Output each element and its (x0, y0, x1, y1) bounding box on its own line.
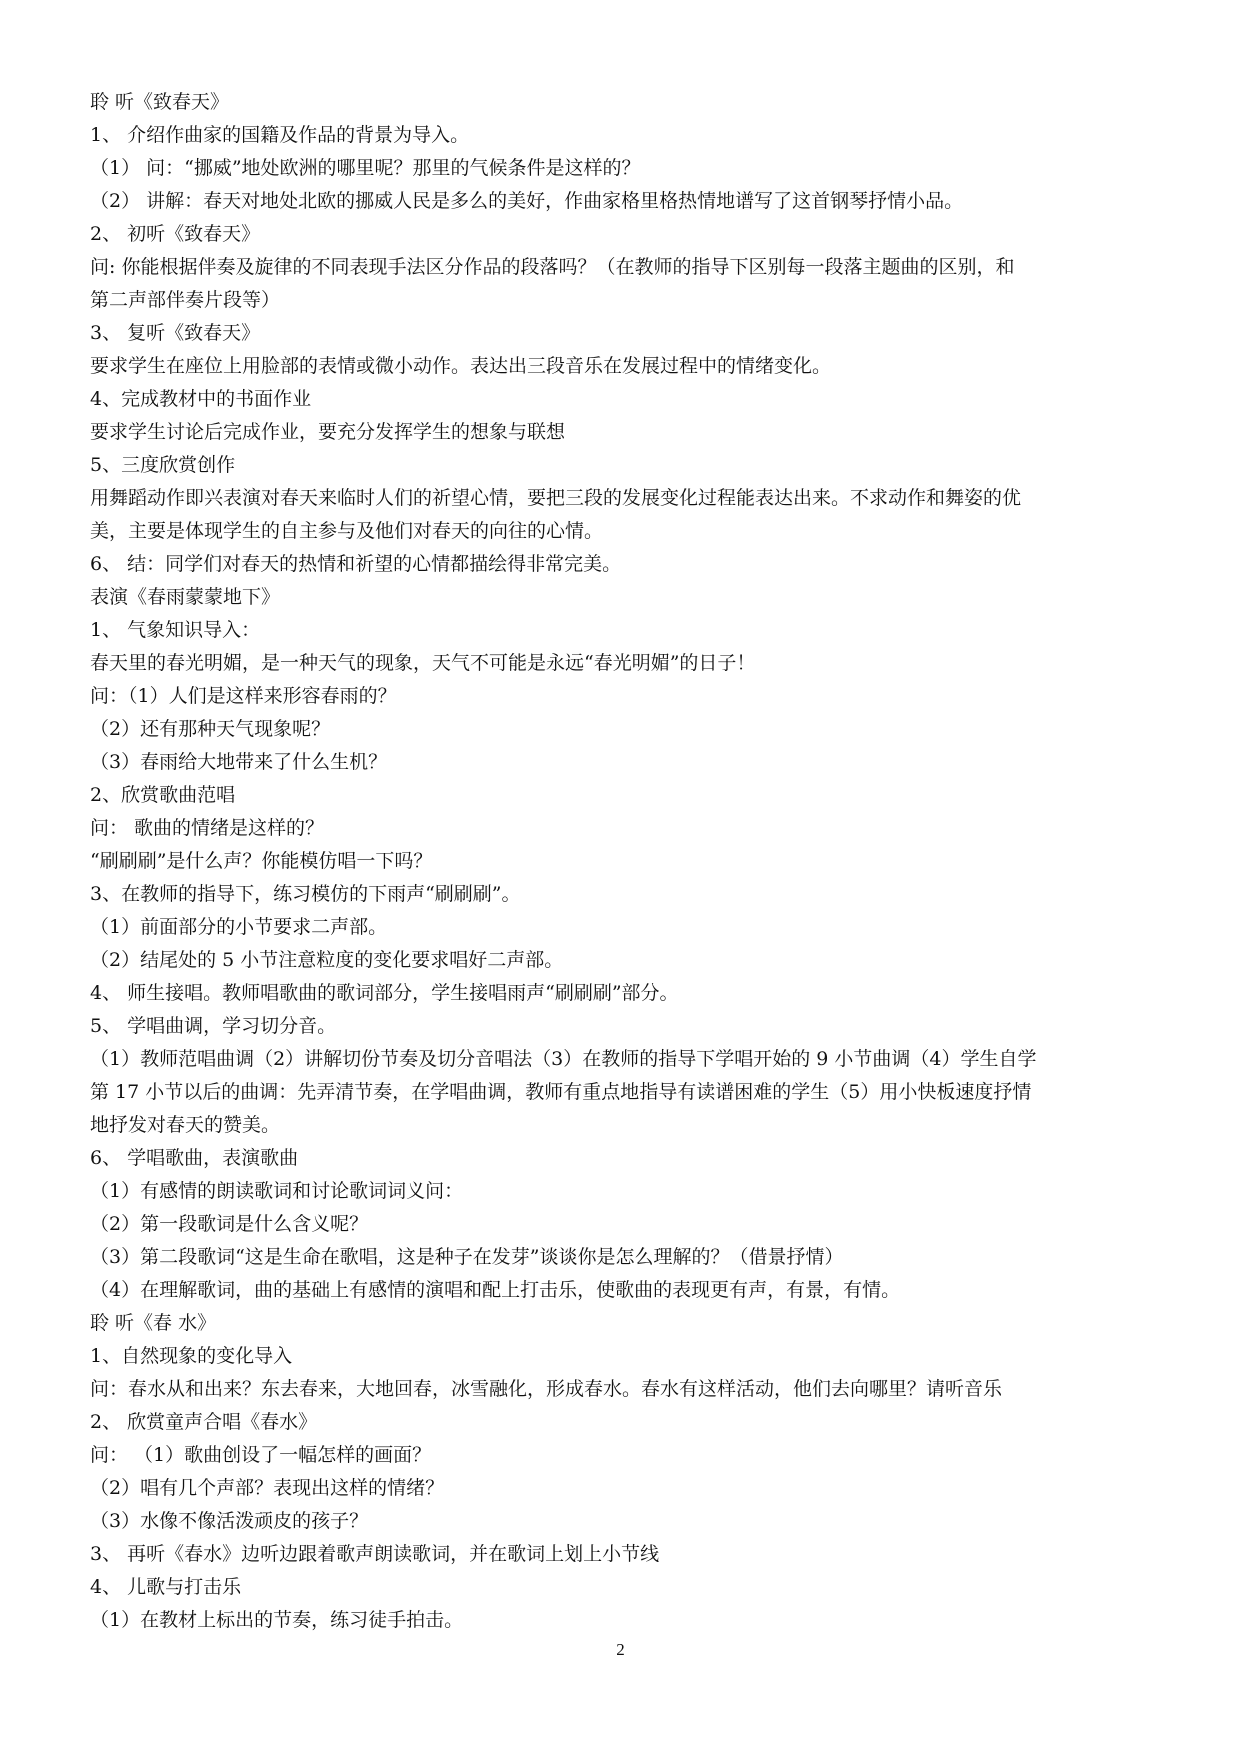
text-line: 2、 欣赏童声合唱《春水》 (90, 1411, 318, 1433)
text-line: （1）在教材上标出的节奏，练习徒手拍击。 (90, 1609, 464, 1631)
text-line: 表演《春雨蒙蒙地下》 (90, 586, 281, 608)
text-line: 要求学生在座位上用脸部的表情或微小动作。表达出三段音乐在发展过程中的情绪变化。 (90, 355, 832, 377)
text-line: 第二声部伴奏片段等） (90, 289, 281, 311)
text-line: 6、 学唱歌曲，表演歌曲 (90, 1147, 299, 1169)
text-line: （1）前面部分的小节要求二声部。 (90, 916, 388, 938)
text-line: 要求学生讨论后完成作业，要充分发挥学生的想象与联想 (90, 421, 566, 443)
text-line: 聆 听《致春天》 (90, 91, 230, 113)
text-line: （2）唱有几个声部？表现出这样的情绪？ (90, 1477, 445, 1499)
page-number: 2 (616, 1640, 625, 1659)
text-line: 1、 介绍作曲家的国籍及作品的背景为导入。 (90, 124, 470, 146)
text-line: 3、 复听《致春天》 (90, 322, 261, 344)
text-line: 5、 学唱曲调，学习切分音。 (90, 1015, 337, 1037)
document-body (90, 86, 1170, 1637)
text-line: 问: 你能根据伴奏及旋律的不同表现手法区分作品的段落吗？（在教师的指导下区别每一段落主题曲的区别，和 (90, 256, 1015, 278)
text-line: （1）教师范唱曲调（2）讲解切份节奏及切分音唱法（3）在教师的指导下学唱开始的 9 小节曲调（4）学生自学 (90, 1048, 1037, 1070)
text-line: （4）在理解歌词，曲的基础上有感情的演唱和配上打击乐，使歌曲的表现更有声，有景，有情。 (90, 1279, 901, 1301)
text-line: 第 17 小节以后的曲调：先弄清节奏，在学唱曲调，教师有重点地指导有读谱困难的学生（5）用小快板速度抒情 (90, 1081, 1032, 1103)
text-line: 问： 歌曲的情绪是这样的？ (90, 817, 325, 839)
text-line: （3）第二段歌词“这是生命在歌唱，这是种子在发芽”谈谈你是怎么理解的？（借景抒情） (90, 1246, 844, 1268)
text-line: （2）还有那种天气现象呢？ (90, 718, 331, 740)
text-line: （3）水像不像活泼顽皮的孩子？ (90, 1510, 369, 1532)
text-line: 4、 儿歌与打击乐 (90, 1576, 242, 1598)
text-line: 2、 初听《致春天》 (90, 223, 261, 245)
text-line: 问：（1）人们是这样来形容春雨的？ (90, 685, 397, 707)
text-line: 3、 再听《春水》边听边跟着歌声朗读歌词，并在歌词上划上小节线 (90, 1543, 660, 1565)
text-line: （1） 问：“挪威”地处欧洲的哪里呢？那里的气候条件是这样的？ (90, 157, 641, 179)
text-line: 3、在教师的指导下，练习模仿的下雨声“刷刷刷”。 (90, 883, 521, 905)
text-line: 春天里的春光明媚，是一种天气的现象，天气不可能是永远“春光明媚”的日子！ (90, 652, 756, 674)
text-line: （2）结尾处的 5 小节注意粒度的变化要求唱好二声部。 (90, 949, 564, 971)
text-line: 1、 气象知识导入： (90, 619, 261, 641)
text-line: （1）有感情的朗读歌词和讨论歌词词义问： (90, 1180, 464, 1202)
text-line: 5、三度欣赏创作 (90, 454, 236, 476)
text-line: 1、自然现象的变化导入 (90, 1345, 293, 1367)
text-line: 聆 听《春 水》 (90, 1312, 217, 1334)
text-line: （2） 讲解：春天对地处北欧的挪威人民是多么的美好，作曲家格里格热情地谱写了这首钢琴抒情小品。 (90, 190, 964, 212)
text-line: 问： （1）歌曲创设了一幅怎样的画面？ (90, 1444, 432, 1466)
text-line: 美，主要是体现学生的自主参与及他们对春天的向往的心情。 (90, 520, 604, 542)
text-line: 用舞蹈动作即兴表演对春天来临时人们的祈望心情，要把三段的发展变化过程能表达出来。不求动作和舞姿的优 (90, 487, 1022, 509)
text-line: （3）春雨给大地带来了什么生机？ (90, 751, 388, 773)
text-line: 6、 结：同学们对春天的热情和祈望的心情都描绘得非常完美。 (90, 553, 622, 575)
text-line: （2）第一段歌词是什么含义呢？ (90, 1213, 369, 1235)
text-line: 2、欣赏歌曲范唱 (90, 784, 236, 806)
text-line: 问：春水从和出来？东去春来，大地回春，冰雪融化，形成春水。春水有这样活动，他们去向哪里？请听音乐 (90, 1378, 1003, 1400)
text-line: 地抒发对春天的赞美。 (90, 1114, 281, 1136)
text-line: “刷刷刷”是什么声？你能模仿唱一下吗？ (90, 850, 433, 872)
text-line: 4、完成教材中的书面作业 (90, 388, 312, 410)
text-line: 4、 师生接唱。教师唱歌曲的歌词部分，学生接唱雨声“刷刷刷”部分。 (90, 982, 679, 1004)
